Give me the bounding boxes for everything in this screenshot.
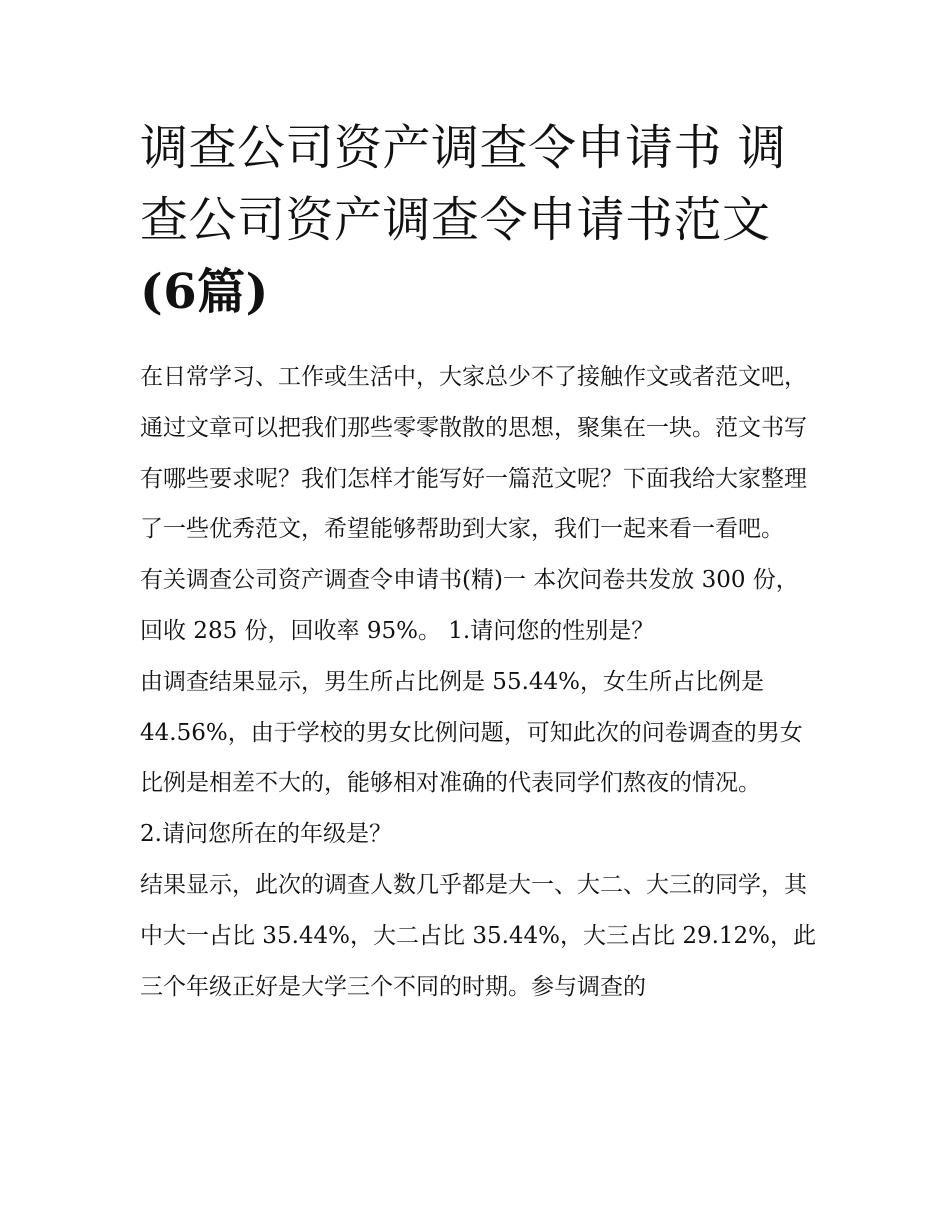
title-suffix: (6篇) [140, 264, 269, 320]
document-title [140, 112, 820, 328]
paragraph-intro: 在日常学习、工作或生活中，大家总少不了接触作文或者范文吧，通过文章可以把我们那些零零散散的思想，聚集在一块。范文书写有哪些要求呢？我们怎样才能写好一篇范文呢？下面我给大家整理了一些优秀范文，希望能够帮助到大家，我们一起来看一看吧。 [140, 364, 807, 543]
document-body [140, 352, 820, 1012]
paragraph-grade-result: 结果显示，此次的调查人数几乎都是大一、大二、大三的同学，其中大一占比 35.44%，大二占比 35.44%，大三占比 29.12%，此三个年级正好是大学三个不同的时期。参与调查的 [140, 871, 817, 1000]
paragraph-gender-result: 由调查结果显示，男生所占比例是 55.44%，女生所占比例是 44.56%，由于学校的男女比例问题，可知此次的问卷调查的男女比例是相差不大的，能够相对准确的代表同学们熬夜的情况。 [140, 668, 803, 797]
paragraph-grade-question: 2.请问您所在的年级是？ [140, 821, 392, 848]
title-main: 调查公司资产调查令申请书 调查公司资产调查令申请书范文 [140, 120, 787, 248]
paragraph-survey-intro: 有关调查公司资产调查令申请书(精)一 本次问卷共发放 300 份，回收 285 份，回收率 95%。 1.请问您的性别是？ [140, 567, 799, 644]
